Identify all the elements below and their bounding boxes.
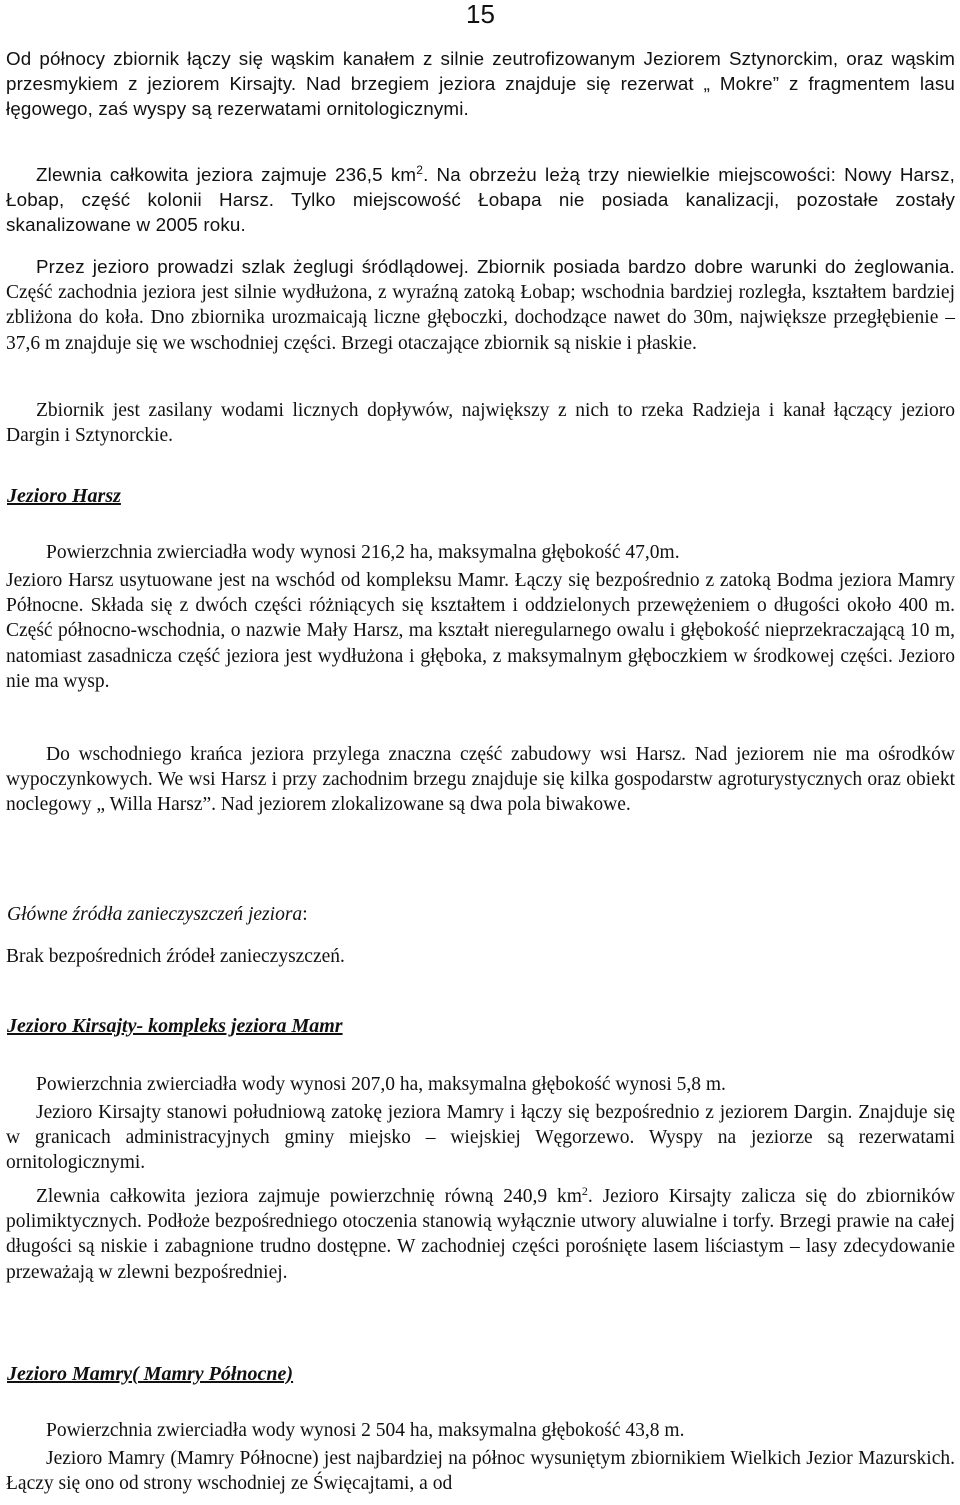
kirsajty-paragraph-2 (6, 1100, 955, 1176)
shape-text: Część zachodnia jeziora jest silnie wydłużona, z wyraźną zatoką Łobap; wschodnia bardziej rozległa, kształtem bardziej zbliżona do koła. Dno zbiornika urozmaicają liczne głęboczki, dochodzące nawet do 30m, największe przegłębienie – 37,6 m znajduje się we wschodniej części. Brzegi otaczające zbiornik są niskie i płaskie. (6, 282, 955, 354)
superscript-2: 2 (416, 163, 424, 177)
intro-paragraph-4 (6, 398, 955, 448)
harsz-paragraph-1 (6, 540, 955, 565)
section-heading-mamry: Jezioro Mamry( Mamry Północne) (7, 1363, 294, 1385)
intro-text-2 (6, 162, 955, 238)
kirsajty-catchment-text: Zlewnia całkowita jeziora zajmuje powierzchnię równą 240,9 km (36, 1186, 582, 1207)
pollution-label-text: Główne źródła zanieczyszczeń jeziora (7, 904, 303, 925)
kirsajty-text-3 (6, 1184, 955, 1285)
intro-text-4: Zbiornik jest zasilany wodami licznych dopływów, największy z nich to rzeka Radzieja i kanał łączący jezioro Dargin i Sztynorckie. (6, 400, 955, 447)
mamry-text-2: Jezioro Mamry (Mamry Północne) jest najbardziej na północ wysuniętym zbiornikiem Wielkich Jezior Mazurskich. Łączy się ono od strony wschodniej ze Święcajtami, a od (6, 1448, 955, 1495)
mamry-paragraph-1 (6, 1418, 955, 1443)
mamry-paragraph-2 (6, 1446, 955, 1496)
harsz-text-2: Jezioro Harsz usytuowane jest na wschód od kompleksu Mamr. Łączy się bezpośrednio z zatoką Bodma jeziora Mamry Północne. Składa się z dwóch części różniących się kształtem i oddzielonych przewężeniem o długości około 400 m. Część północno-wschodnia, o nazwie Mały Harsz, ma kształt nieregularnego owalu i głębokość nieprzekraczającą 10 m, natomiast zasadnicza część jeziora jest wydłużona i głęboka, z maksymalnym głęboczkiem w środkowej części. Jezioro nie ma wysp. (6, 570, 955, 692)
section-heading-kirsajty: Jezioro Kirsajty- kompleks jeziora Mamr (7, 1015, 343, 1037)
kirsajty-shore-text: . Jezioro Kirsajty zalicza się do zbiorników polimiktycznych. Podłoże bezpośredniego otoczenia stanowią wyłącznie utwory aluwialne i torfy. Brzegi prawie na całej długości są niskie i zabagnione trudno dostępne. W zachodniej części porośnięte lasem liściastym – lasy zdecydowanie przeważają w zlewni bezpośredniej. (6, 1186, 955, 1283)
intro-text-1: Od północy zbiornik łączy się wąskim kanałem z silnie zeutrofizowanym Jeziorem Sztynorckim, oraz wąskim przesmykiem z jeziorem Kirsajty. Nad brzegiem jeziora znajduje się rezerwat „ Mokre” z fragmentem lasu łęgowego, zaś wyspy są rezerwatami ornitologicznymi. (6, 48, 955, 120)
sailing-text: Przez jezioro prowadzi szlak żeglugi śródlądowej. Zbiornik posiada bardzo dobre warunki do żeglowania. (36, 256, 955, 277)
mamry-text-1: Powierzchnia zwierciadła wody wynosi 2 504 ha, maksymalna głębokość 43,8 m. (46, 1420, 685, 1441)
intro-paragraph-2 (6, 162, 955, 238)
page-number: 15 (466, 0, 495, 29)
localities-text: . Na obrzeżu leżą trzy niewielkie miejscowości: Nowy Harsz, Łobap, część kolonii Harsz. Tylko miejscowość Łobapa nie posiada kanalizacji, pozostałe zostały skanalizowane w 2005 roku. (6, 164, 955, 236)
intro-paragraph-1 (6, 46, 955, 122)
intro-text-3 (6, 254, 955, 356)
superscript-2-kirsajty: 2 (581, 1184, 588, 1198)
harsz-paragraph-2 (6, 568, 955, 694)
intro-paragraph-3 (6, 254, 955, 356)
pollution-label-colon: : (302, 904, 308, 925)
kirsajty-paragraph-3 (6, 1184, 955, 1285)
kirsajty-text-2: Jezioro Kirsajty stanowi południową zatokę jeziora Mamry i łączy się bezpośrednio z jeziorem Dargin. Znajduje się w granicach administracyjnych gminy miejsko – wiejskiej Węgorzewo. Wyspy na jeziorze są rezerwatami ornitologicznymi. (6, 1102, 955, 1174)
pollution-sources-text (6, 944, 955, 969)
harsz-paragraph-3 (6, 742, 955, 818)
section-heading-harsz: Jezioro Harsz (7, 485, 121, 507)
catchment-text: Zlewnia całkowita jeziora zajmuje 236,5 km (36, 164, 417, 185)
pollution-text: Brak bezpośrednich źródeł zanieczyszczeń. (6, 946, 345, 967)
harsz-text-3: Do wschodniego krańca jeziora przylega znaczna część zabudowy wsi Harsz. Nad jeziorem nie ma ośrodków wypoczynkowych. We wsi Harsz i przy zachodnim brzegu znajduje się kilka gospodarstw agroturystycznych oraz obiekt noclegowy „ Willa Harsz”. Nad jeziorem zlokalizowane są dwa pola biwakowe. (6, 744, 955, 816)
pollution-sources-label (7, 902, 308, 927)
kirsajty-text-1: Powierzchnia zwierciadła wody wynosi 207,0 ha, maksymalna głębokość wynosi 5,8 m. (36, 1074, 726, 1095)
kirsajty-paragraph-1 (36, 1072, 955, 1097)
harsz-text-1: Powierzchnia zwierciadła wody wynosi 216,2 ha, maksymalna głębokość 47,0m. (46, 542, 680, 563)
